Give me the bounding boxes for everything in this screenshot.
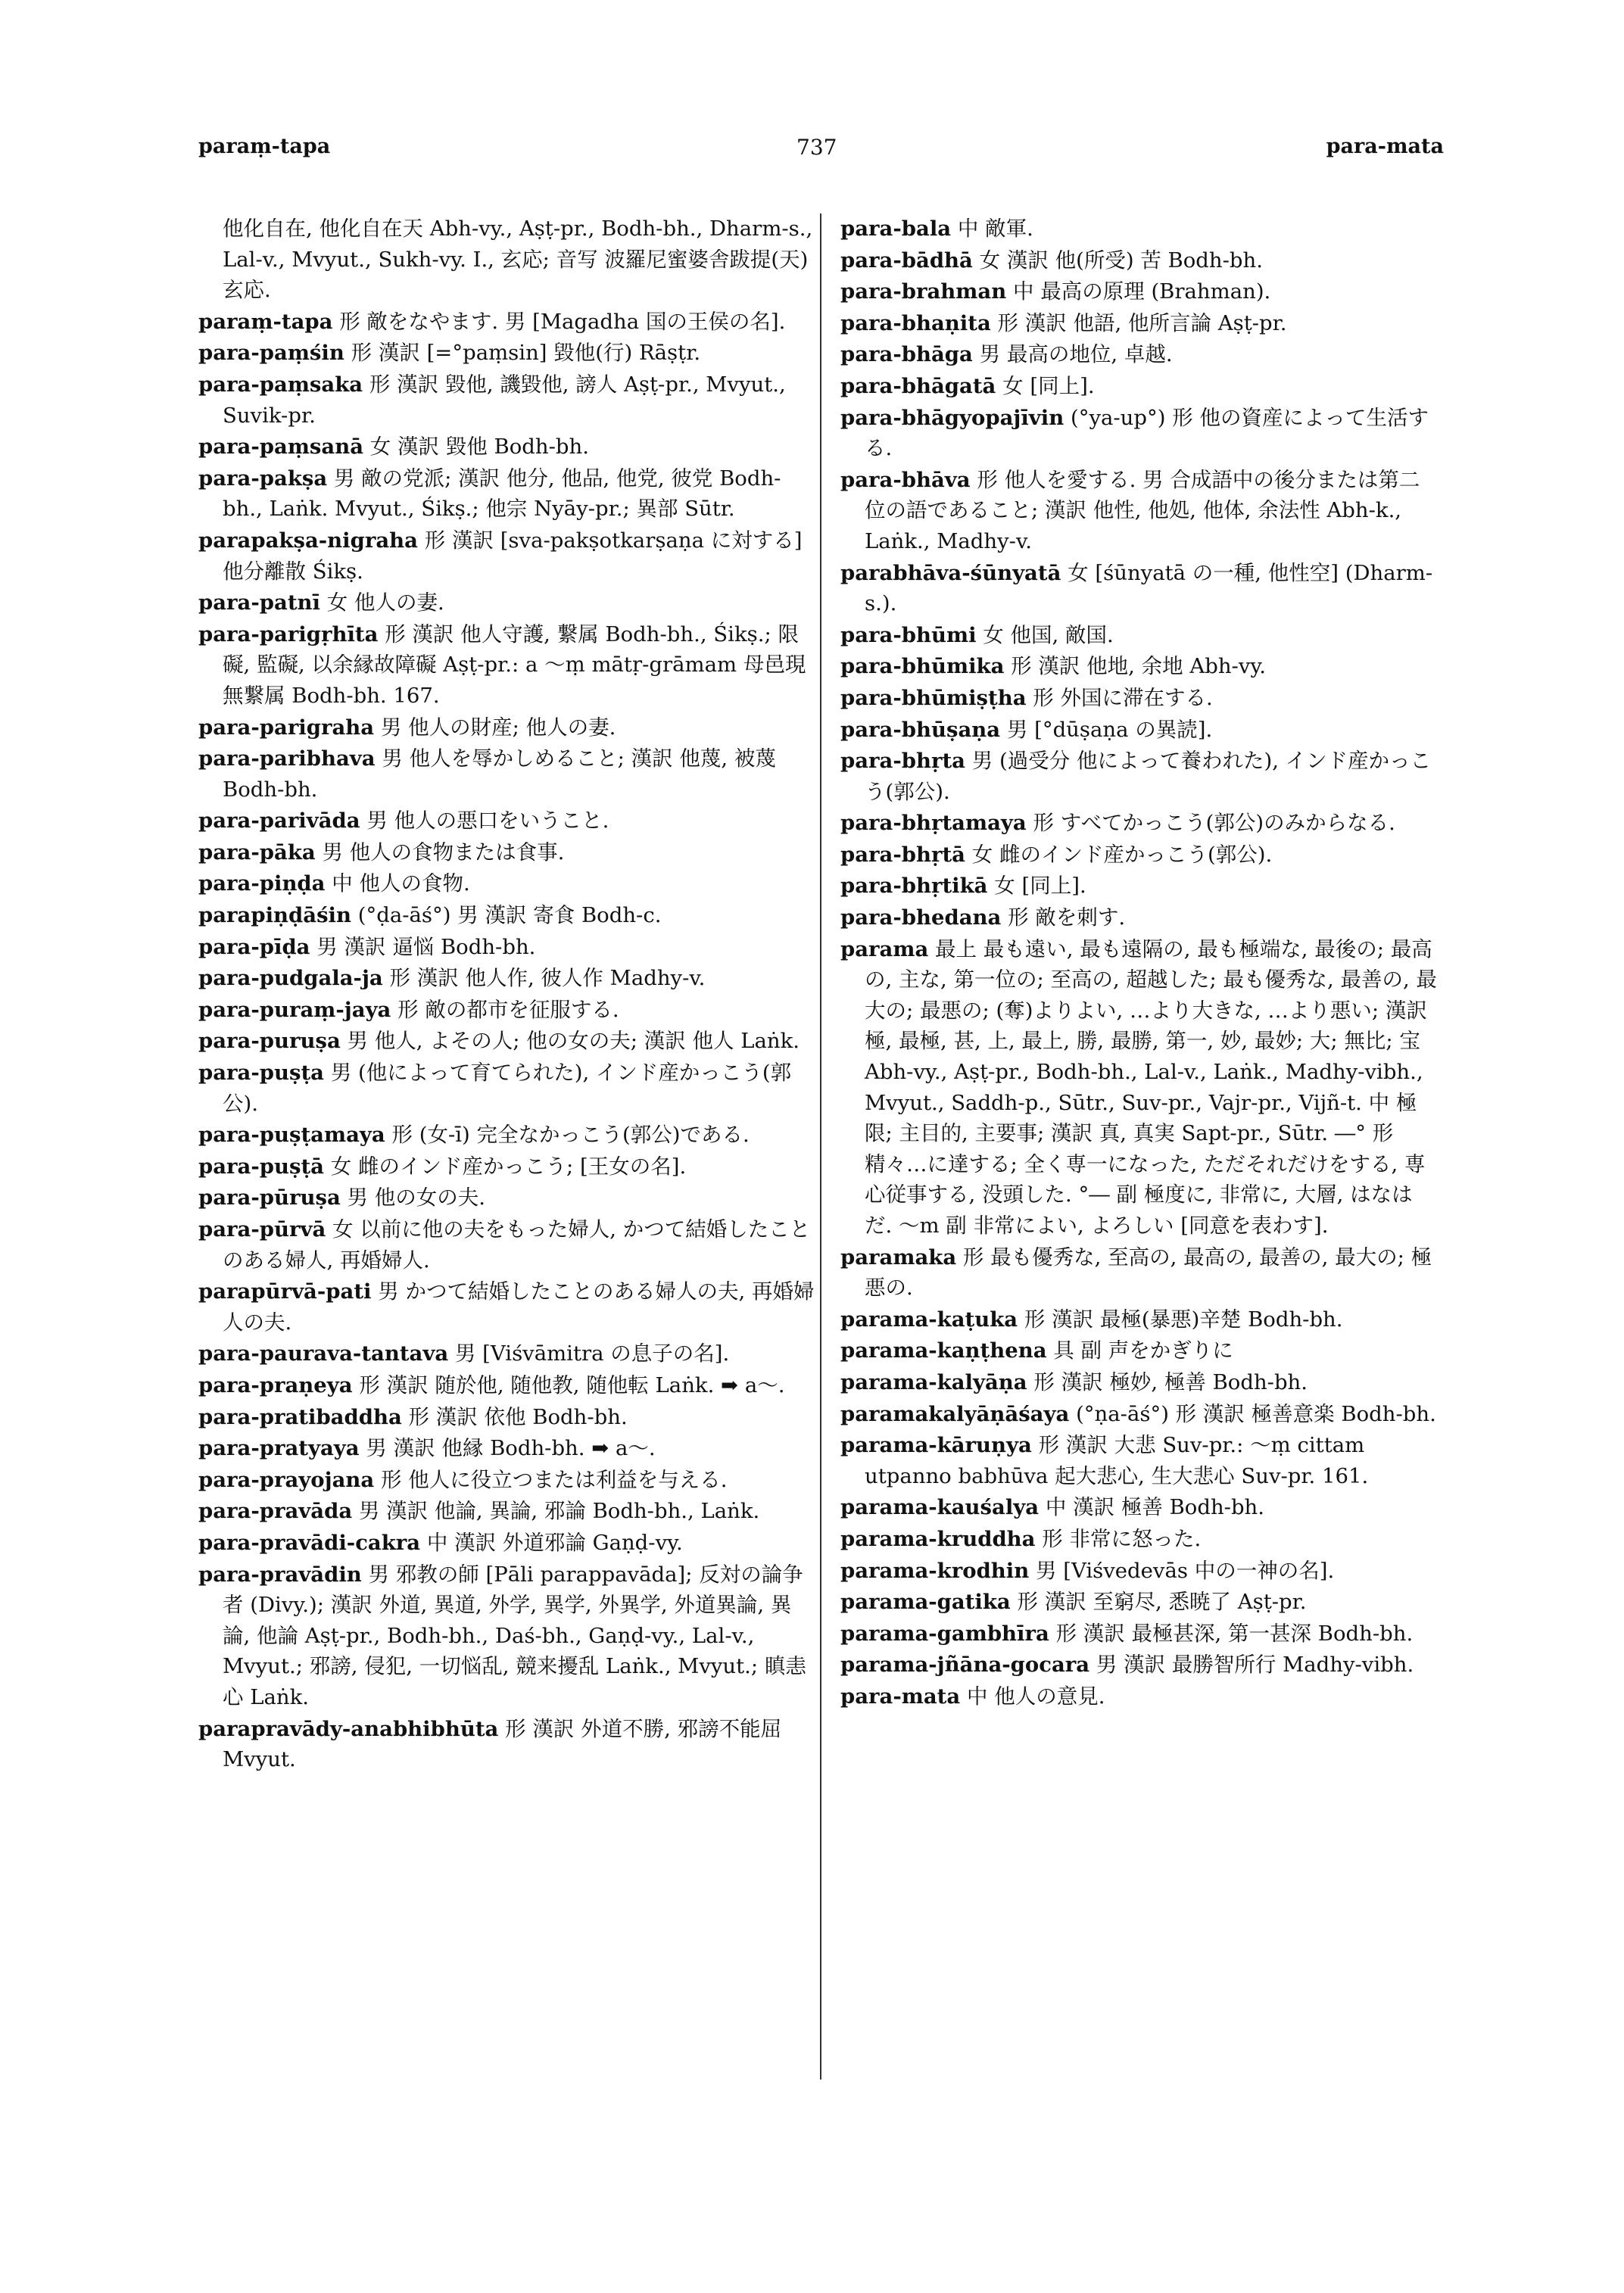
- dictionary-entry: [840, 902, 1439, 933]
- entry-headword: parama-kauśalya: [840, 1495, 1040, 1520]
- entry-headword: para-prayojana: [198, 1467, 375, 1492]
- entry-definition: 男 他人を辱かしめること; 漢訳 他蔑, 被蔑 Bodh-bh.: [223, 746, 776, 802]
- entry-definition: 中 最高の原理 (Brahman).: [1012, 279, 1271, 304]
- entry-definition: 男 敵の党派; 漢訳 他分, 他品, 他党, 彼党 Bodh-bh., Laṅk. Mvyut., Śikṣ.; 他宗 Nyāy-pr.; 異部 Sūtr.: [223, 466, 781, 522]
- entry-definition: 男 邪教の師 [Pāli parappavāda]; 反対の論争者 (Divy.); 漢訳 外道, 異道, 外学, 異学, 外異学, 外道異論, 異論, 他論 Aṣṭ-pr., Bodh-bh., Daś-bh., Gaṇḍ-vy., Lal-v., Mvyut.; 邪謗, 侵犯, 一切悩乱, 競来擾乱 Laṅk., Mvyut.; 瞋恚心 Laṅk.: [223, 1562, 806, 1709]
- dictionary-entry: [198, 1559, 815, 1713]
- entry-definition: 中 他人の意見.: [966, 1684, 1105, 1709]
- dictionary-entry: [198, 587, 815, 618]
- dictionary-entry: [840, 1367, 1439, 1398]
- dictionary-entry: [840, 1681, 1439, 1712]
- entry-definition: 男 (過受分 他によって養われた), インド産かっこう(郭公).: [865, 749, 1432, 804]
- entry-definition: 形 漢訳 大悲 Suv-pr.: 〜ṃ cittam utpanno babhūva 起大悲心, 生大悲心 Suv-pr. 161.: [865, 1433, 1369, 1488]
- entry-definition: 形 漢訳 極妙, 極善 Bodh-bh.: [1033, 1369, 1308, 1394]
- entry-headword: parama-krodhin: [840, 1558, 1030, 1583]
- dictionary-entry: [198, 1058, 815, 1119]
- entry-headword: para-bhedana: [840, 905, 1002, 930]
- dictionary-entry: [840, 746, 1439, 807]
- entry-definition: 形 (女-ī) 完全なかっこう(郭公)である.: [391, 1123, 750, 1148]
- entry-headword: para-pīḍa: [198, 934, 310, 959]
- entry-definition: 男 漢訳 逼悩 Bodh-bh.: [316, 934, 536, 959]
- dictionary-entry: [198, 1496, 815, 1527]
- entry-definition: 形 漢訳 他人守護, 繋属 Bodh-bh., Śikṣ.; 限礙, 監礙, 以余縁故障礙 Aṣṭ-pr.: a 〜ṃ mātṛ-grāmam 母邑現無繋属 Bodh-bh. 167.: [223, 622, 806, 708]
- dictionary-entry: [198, 1528, 815, 1559]
- entry-headword: para-pudgala-ja: [198, 966, 383, 991]
- entry-definition: 女 他国, 敵国.: [983, 622, 1114, 647]
- dictionary-entry: [840, 1492, 1439, 1523]
- entry-definition: 形 敵をなやます. 男 [Magadha 国の王侯の名].: [339, 309, 786, 334]
- entry-definition: 最上 最も遠い, 最も遠隔の, 最も極端な, 最後の; 最高の, 主な, 第一位の; 至高の, 超越した; 最も優秀な, 最善の, 最大の; 最悪の; (奪)よりよい, …より大きな, …より悪い; 漢訳 極, 最極, 甚, 上, 最上, 勝, 最勝, 第一, 妙, 最妙; 大; 無比; 宝 Abh-vy., Aṣṭ-pr., Bodh-bh., Lal-v., Laṅk., Madhy-vibh., Mvyut., Saddh-p., Sūtr., Suv-pr., Vajr-pr., Vijñ-t. 中 極限; 主目的, 主要事; 漢訳 真, 真実 Sapt-pr., Sūtr. ―° 形 精々…に達する; 全く専一になった, ただそれだけをする, 専心従事する, 没頭した. °― 副 極度に, 非常に, 大層, はなはだ. 〜m 副 非常によい, よろしい [同意を表わす].: [865, 936, 1437, 1238]
- entry-headword: parabhāva-śūnyatā: [840, 560, 1061, 585]
- entry-definition: (°ṇa-āś°) 形 漢訳 極善意楽 Bodh-bh.: [1076, 1401, 1436, 1426]
- dictionary-entry: [198, 1182, 815, 1213]
- entry-definition: 中 敵軍.: [957, 217, 1033, 241]
- entry-headword: parama-kaṇṭhena: [840, 1338, 1047, 1363]
- dictionary-entry: [198, 525, 815, 587]
- entry-headword: parama-gatika: [840, 1590, 1011, 1615]
- dictionary-entry: [198, 619, 815, 712]
- dictionary-entry: [840, 1556, 1439, 1587]
- dictionary-entry: [198, 431, 815, 463]
- dictionary-entry: [840, 620, 1439, 651]
- entry-headword: para-paṃsaka: [198, 372, 363, 397]
- entry-headword: para-bhṛtikā: [840, 874, 988, 899]
- entry-definition: 形 他人に役立つまたは利益を与える.: [380, 1467, 728, 1492]
- entry-definition: 形 漢訳 [sva-pakṣotkarṣaṇa に対する] 他分離散 Śikṣ.: [223, 528, 803, 584]
- header-left-guide-word: paraṃ-tapa: [198, 135, 331, 158]
- entry-definition: 男 (他によって育てられた), インド産かっこう(郭公).: [223, 1061, 792, 1116]
- dictionary-entry: [198, 963, 815, 994]
- dictionary-entry: [198, 868, 815, 899]
- entry-definition: 形 漢訳 至窮尽, 悉暁了 Aṣṭ-pr.: [1017, 1590, 1307, 1615]
- entry-headword: parama-kruddha: [840, 1526, 1036, 1551]
- entry-definition: 男 最高の地位, 卓越.: [979, 342, 1173, 367]
- entry-definition: 男 [Viśvāmitra の息子の名].: [454, 1341, 730, 1366]
- entry-headword: para-paṃśin: [198, 341, 344, 366]
- entry-definition: 女 漢訳 毀他 Bodh-bh.: [369, 435, 589, 460]
- entry-headword: para-puṣṭā: [198, 1154, 324, 1179]
- entry-definition: 形 最も優秀な, 至高の, 最高の, 最善の, 最大の; 極悪の.: [865, 1245, 1432, 1301]
- entry-headword: para-pravādin: [198, 1562, 362, 1587]
- entry-headword: para-parigṛhīta: [198, 622, 379, 646]
- dictionary-entry: [840, 245, 1439, 276]
- dictionary-entry: [840, 808, 1439, 839]
- entry-definition: 男 他人の財産; 他人の妻.: [380, 715, 616, 740]
- dictionary-entry: [840, 276, 1439, 307]
- entry-definition: 形 漢訳 他人作, 彼人作 Madhy-v.: [389, 966, 706, 991]
- entry-definition: 女 以前に他の夫をもった婦人, かつて結婚したことのある婦人, 再婚婦人.: [223, 1217, 811, 1273]
- dictionary-entry: [198, 900, 815, 931]
- dictionary-entry: [840, 1399, 1439, 1430]
- entry-headword: para-parigraha: [198, 715, 375, 740]
- dictionary-entry: [198, 369, 815, 431]
- entry-definition: (°ya-up°) 形 他の資産によって生活する.: [865, 405, 1429, 461]
- entry-headword: paraṃ-tapa: [198, 309, 333, 334]
- entry-definition: 女 雌のインド産かっこう(郭公).: [971, 842, 1273, 867]
- entry-headword: para-parivāda: [198, 808, 360, 833]
- entry-headword: para-bhṛta: [840, 749, 965, 774]
- entry-headword: paramaka: [840, 1245, 957, 1270]
- dictionary-entry: [198, 1402, 815, 1433]
- dictionary-entry: [840, 840, 1439, 871]
- entry-headword: para-bhūmika: [840, 654, 1005, 679]
- page-number: 737: [796, 135, 837, 160]
- dictionary-entry: [840, 371, 1439, 402]
- entry-headword: para-pratibaddha: [198, 1404, 402, 1429]
- entry-headword: para-bhṛtamaya: [840, 811, 1027, 836]
- entry-definition: 女 [同上].: [1002, 373, 1095, 398]
- dictionary-entry: [840, 1587, 1439, 1618]
- entry-definition: 女 他人の妻.: [326, 590, 444, 615]
- entry-headword: para-paurava-tantava: [198, 1341, 449, 1366]
- entry-definition: 他化自在, 他化自在天 Abh-vy., Aṣṭ-pr., Bodh-bh., Dharm-s., Lal-v., Mvyut., Sukh-vy. I., 玄応; 音写 波羅尼蜜婆舎跋提(天) 玄応.: [223, 217, 813, 303]
- entry-definition: 具 副 声をかぎりに: [1053, 1338, 1233, 1363]
- dictionary-entry: [198, 995, 815, 1026]
- entry-headword: parapakṣa-nigraha: [198, 528, 418, 553]
- entry-definition: 形 敵を刺す.: [1008, 905, 1126, 930]
- page-header: [0, 135, 1624, 173]
- entry-definition: 形 敵の都市を征服する.: [397, 997, 619, 1022]
- dictionary-entry: [198, 932, 815, 963]
- dictionary-entry: [840, 213, 1439, 245]
- entry-definition: 男 漢訳 他縁 Bodh-bh. ➡ a〜.: [366, 1436, 656, 1461]
- entry-headword: para-puraṃ-jaya: [198, 997, 391, 1022]
- entry-headword: para-bala: [840, 217, 952, 241]
- entry-definition: 形 漢訳 毀他, 譏毀他, 謗人 Aṣṭ-pr., Mvyut., Suvik-pr.: [223, 372, 786, 428]
- dictionary-entry: [198, 1714, 815, 1775]
- dictionary-entry: [198, 213, 815, 306]
- entry-headword: para-bhāgyopajīvin: [840, 405, 1064, 430]
- entry-definition: 中 他人の食物.: [332, 871, 470, 896]
- dictionary-entry: [198, 1433, 815, 1464]
- dictionary-entry: [198, 1338, 815, 1369]
- entry-headword: para-mata: [840, 1684, 961, 1709]
- entry-headword: parama-gambhīra: [840, 1621, 1049, 1646]
- dictionary-entry: [198, 463, 815, 525]
- dictionary-entry: [840, 1304, 1439, 1335]
- entry-definition: 形 漢訳 随於他, 随他教, 随他転 Laṅk. ➡ a〜.: [359, 1372, 785, 1397]
- entry-definition: 形 漢訳 他語, 他所言論 Aṣṭ-pr.: [997, 310, 1287, 335]
- entry-headword: para-bhṛtā: [840, 842, 965, 867]
- dictionary-entry: [840, 934, 1439, 1242]
- entry-definition: 男 [°dūṣaṇa の異読].: [1006, 717, 1213, 742]
- entry-headword: para-bhāga: [840, 342, 973, 367]
- dictionary-entry: [840, 308, 1439, 339]
- entry-definition: 形 外国に滞在する.: [1033, 685, 1213, 710]
- entry-headword: para-bhūmiṣṭha: [840, 685, 1027, 710]
- dictionary-entry: [198, 1151, 815, 1182]
- entry-definition: 形 漢訳 [=°paṃsin] 毀他(行) Rāṣṭr.: [351, 341, 701, 366]
- entry-headword: para-praṇeya: [198, 1372, 353, 1397]
- entry-headword: para-bhāgatā: [840, 373, 996, 398]
- entry-headword: paramakalyāṇāśaya: [840, 1401, 1070, 1426]
- dictionary-entry: [198, 338, 815, 369]
- entry-definition: 女 [同上].: [994, 874, 1086, 899]
- entry-headword: parapiṇḍāśin: [198, 903, 351, 928]
- entry-headword: para-pūrvā: [198, 1217, 326, 1242]
- entry-definition: 男 他人の食物または食事.: [322, 840, 565, 865]
- entry-headword: para-brahman: [840, 279, 1007, 304]
- entry-headword: para-bhūmi: [840, 622, 977, 647]
- entry-headword: para-bhāva: [840, 467, 971, 492]
- entry-headword: para-pravādi-cakra: [198, 1530, 421, 1555]
- dictionary-entry: [840, 558, 1439, 619]
- dictionary-entry: [198, 1214, 815, 1276]
- dictionary-entry: [840, 1430, 1439, 1491]
- entry-headword: parama-jñāna-gocara: [840, 1653, 1090, 1678]
- entry-headword: parapūrvā-pati: [198, 1279, 372, 1304]
- dictionary-entry: [840, 871, 1439, 902]
- entry-headword: para-patnī: [198, 590, 320, 615]
- dictionary-entry: [840, 339, 1439, 370]
- entry-headword: para-pāka: [198, 840, 316, 865]
- entry-definition: 中 漢訳 極善 Bodh-bh.: [1045, 1495, 1265, 1520]
- entry-headword: parama: [840, 936, 929, 961]
- header-right-guide-word: para-mata: [1326, 135, 1444, 158]
- dictionary-entry: [198, 1465, 815, 1496]
- dictionary-entry: [840, 1335, 1439, 1366]
- dictionary-entry: [198, 805, 815, 837]
- dictionary-entry: [840, 403, 1439, 464]
- column-divider: [820, 213, 821, 2080]
- dictionary-entry: [840, 1242, 1439, 1304]
- entry-headword: parapravādy-anabhibhūta: [198, 1716, 499, 1741]
- entry-definition: 形 漢訳 外道不勝, 邪謗不能屈 Mvyut.: [223, 1716, 782, 1772]
- entry-definition: 男 漢訳 他論, 異論, 邪論 Bodh-bh., Laṅk.: [358, 1499, 760, 1524]
- entry-definition: 男 他人, よその人; 他の女の夫; 漢訳 他人 Laṅk.: [347, 1029, 800, 1054]
- entry-definition: 形 漢訳 最極(暴悪)辛楚 Bodh-bh.: [1024, 1307, 1343, 1332]
- entry-headword: para-bhūṣaṇa: [840, 717, 1001, 742]
- entry-headword: parama-kaṭuka: [840, 1307, 1018, 1332]
- entry-definition: 男 漢訳 最勝智所行 Madhy-vibh.: [1096, 1653, 1414, 1678]
- dictionary-entry: [198, 712, 815, 743]
- entry-definition: 中 漢訳 外道邪論 Gaṇḍ-vy.: [426, 1530, 683, 1555]
- entry-definition: 形 漢訳 最極甚深, 第一甚深 Bodh-bh.: [1055, 1621, 1414, 1646]
- entry-headword: para-puruṣa: [198, 1029, 341, 1054]
- entry-definition: 男 他人の悪口をいうこと.: [366, 808, 609, 833]
- entry-definition: 形 漢訳 他地, 余地 Abh-vy.: [1011, 654, 1266, 679]
- entry-headword: para-pakṣa: [198, 466, 328, 491]
- entry-definition: 形 非常に怒った.: [1042, 1526, 1202, 1551]
- entry-definition: 女 [śūnyatā の一種, 他性空] (Dharm-s.).: [865, 560, 1433, 616]
- entry-headword: para-pūruṣa: [198, 1185, 341, 1210]
- entry-headword: para-puṣṭamaya: [198, 1123, 385, 1148]
- entry-definition: 男 かつて結婚したことのある婦人の夫, 再婚婦人の夫.: [223, 1279, 815, 1335]
- entry-definition: 形 漢訳 依他 Bodh-bh.: [408, 1404, 628, 1429]
- entry-headword: para-pravāda: [198, 1499, 353, 1524]
- entry-headword: para-puṣṭa: [198, 1061, 324, 1086]
- dictionary-entry: [198, 837, 815, 868]
- entry-headword: para-bhaṇita: [840, 310, 991, 335]
- entry-headword: para-bādhā: [840, 248, 973, 273]
- entry-definition: 女 雌のインド産かっこう; [王女の名].: [330, 1154, 687, 1179]
- dictionary-entry: [198, 1370, 815, 1401]
- entry-definition: 男 [Viśvedevās 中の一神の名].: [1035, 1558, 1335, 1583]
- entry-headword: para-paribhava: [198, 746, 376, 771]
- dictionary-entry: [840, 465, 1439, 557]
- entry-headword: parama-kalyāṇa: [840, 1369, 1027, 1394]
- right-column: [840, 213, 1439, 2083]
- entry-headword: para-pratyaya: [198, 1436, 360, 1461]
- dictionary-entry: [840, 1618, 1439, 1650]
- entry-definition: 男 他の女の夫.: [347, 1185, 486, 1210]
- dictionary-entry: [840, 651, 1439, 682]
- dictionary-entry: [840, 683, 1439, 714]
- entry-definition: 形 すべてかっこう(郭公)のみからなる.: [1033, 811, 1395, 836]
- entry-definition: 女 漢訳 他(所受) 苦 Bodh-bh.: [979, 248, 1263, 273]
- dictionary-entry: [840, 1650, 1439, 1681]
- entry-headword: para-paṃsanā: [198, 435, 364, 460]
- dictionary-entry: [198, 743, 815, 805]
- dictionary-entry: [840, 715, 1439, 746]
- left-column: [198, 213, 815, 2083]
- entry-headword: para-piṇḍa: [198, 871, 326, 896]
- entry-definition: 形 他人を愛する. 男 合成語中の後分または第二位の語であること; 漢訳 他性, 他処, 他体, 余法性 Abh-k., Laṅk., Madhy-v.: [865, 467, 1420, 553]
- dictionary-entry: [198, 1276, 815, 1338]
- dictionary-entry: [840, 1524, 1439, 1555]
- entry-definition: (°ḍa-āś°) 男 漢訳 寄食 Bodh-c.: [357, 903, 662, 928]
- entry-headword: parama-kāruṇya: [840, 1433, 1032, 1458]
- dictionary-entry: [198, 1120, 815, 1151]
- dictionary-entry: [198, 1026, 815, 1057]
- dictionary-entry: [198, 307, 815, 338]
